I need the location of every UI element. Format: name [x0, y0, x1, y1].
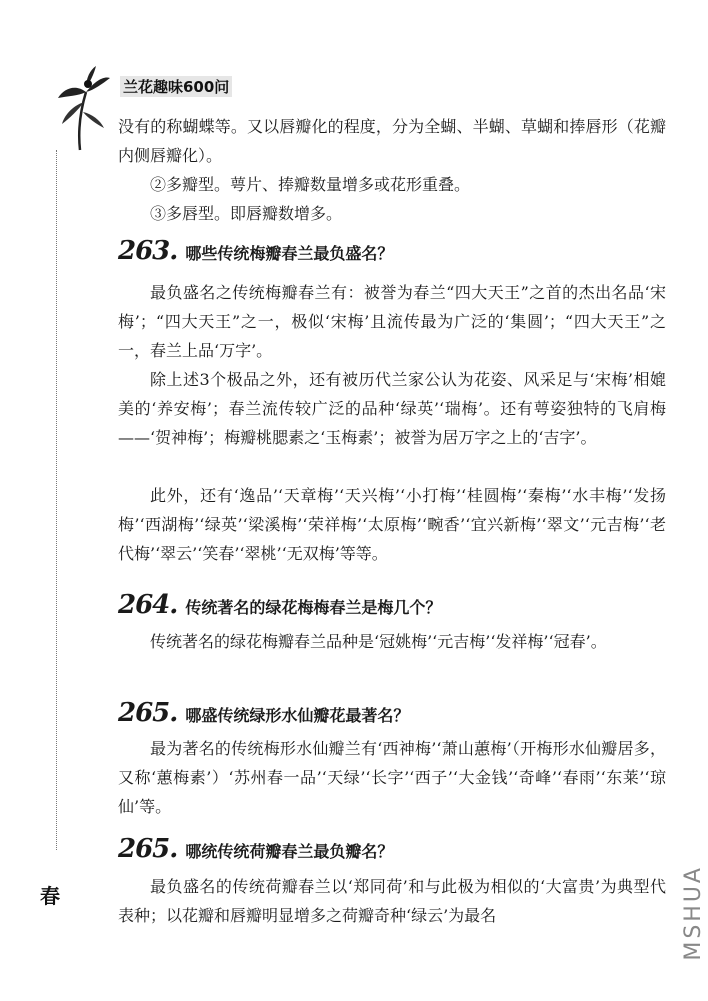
- question-heading-263: [118, 236, 393, 266]
- list-item-multi-petal: ②多瓣型。萼片、捧瓣数量增多或花形重叠。: [150, 175, 471, 194]
- watermark: MSHUA: [681, 865, 706, 961]
- page-corner-mark: 春: [40, 884, 60, 908]
- answer-paragraph: 最为著名的传统梅形水仙瓣兰有‘西神梅’‘萧山蕙梅’（开梅形水仙瓣居多，又称‘蕙梅素’）‘苏州春一品’‘天绿’‘长字’‘西子’‘大金钱’‘奇峰’‘春雨’‘东莱’‘琼仙’等。: [118, 739, 666, 816]
- question-title: 传统著名的绿花梅梅春兰是梅几个？: [185, 598, 442, 617]
- answer-paragraph: 此外，还有‘逸品’‘天章梅’‘天兴梅’‘小打梅’‘桂圆梅’‘秦梅’‘水丰梅’‘发扬梅’‘西湖梅’‘绿英’‘梁溪梅’‘荣祥梅’‘太原梅’‘畹香’‘宜兴新梅’‘翠文’‘元吉梅’‘老代梅’‘翠云’‘笑春’‘翠桃’‘无双梅’等等。: [118, 486, 666, 563]
- question-heading-265-second: [118, 834, 393, 864]
- answer-paragraph: 最负盛名的传统荷瓣春兰以‘郑同荷’和与此极为相似的‘大富贵’为典型代表种；以花瓣和唇瓣明显增多之荷瓣奇种‘绿云’为最名: [118, 877, 666, 925]
- question-number: 264.: [118, 590, 178, 620]
- answer-paragraph: 传统著名的绿花梅瓣春兰品种是‘冠姚梅’‘元吉梅’‘发祥梅’‘冠春’。: [150, 632, 607, 651]
- list-item-multi-lip: ③多唇型。即唇瓣数增多。: [150, 204, 343, 223]
- question-heading-265: [118, 698, 409, 728]
- question-number: 265.: [118, 698, 178, 728]
- intro-paragraph: 没有的称蝴蝶等。又以唇瓣化的程度，分为全蝴、半蝴、草蝴和捧唇形（花瓣内侧唇瓣化）。: [118, 117, 666, 165]
- question-number: 263.: [118, 236, 178, 266]
- question-heading-264: [118, 590, 441, 620]
- margin-dotted-rule: [56, 150, 57, 850]
- answer-paragraph: 最负盛名之传统梅瓣春兰有：被誉为春兰“四大天王”之首的杰出名品‘宋梅’；“四大天王”之一，极似‘宋梅’且流传最为广泛的‘集圆’；“四大天王”之一，春兰上品‘万字’。: [118, 283, 666, 360]
- question-title: 哪盛传统绿形水仙瓣花最著名？: [185, 706, 410, 725]
- answer-paragraph: 除上述3个极品之外，还有被历代兰家公认为花姿、风采足与‘宋梅’相媲美的‘养安梅’；春兰流传较广泛的品种‘绿英’‘瑞梅’。还有萼姿独特的飞肩梅——‘贺神梅’；梅瓣桃腮素之‘玉梅素’；被誉为居万字之上的‘吉字’。: [118, 370, 666, 447]
- question-title: 哪些传统梅瓣春兰最负盛名？: [185, 244, 394, 263]
- question-number: 265.: [118, 834, 178, 864]
- orchid-logo: [50, 62, 112, 154]
- running-head: 兰花趣味600问: [120, 76, 232, 97]
- question-title: 哪统传统荷瓣春兰最负瓣名？: [185, 842, 394, 861]
